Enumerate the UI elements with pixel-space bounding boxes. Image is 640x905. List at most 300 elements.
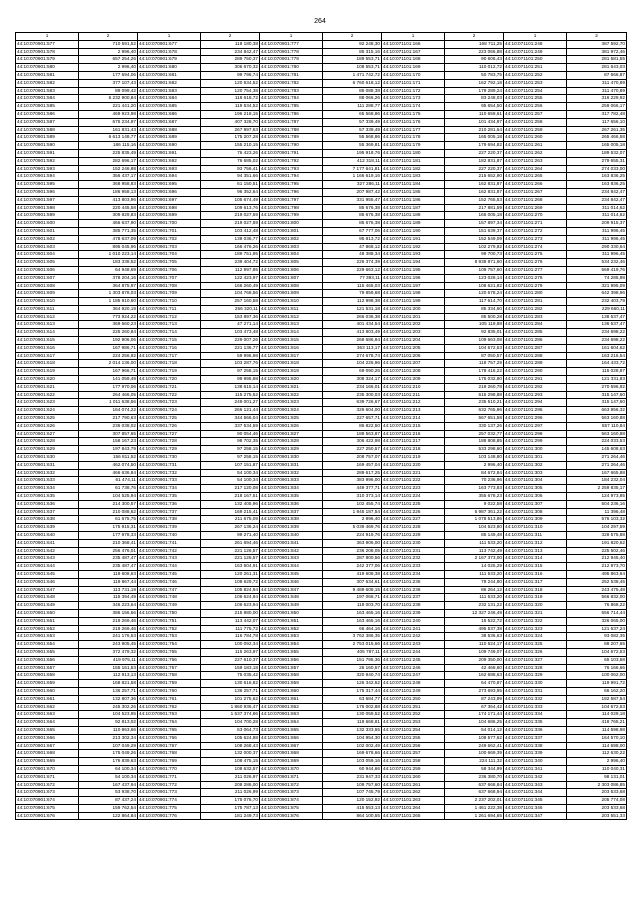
cadastral-number-cell: 44:10:070901:604 [16,251,79,259]
cadastral-number-cell: 44:10:070901:739 [138,524,201,532]
cadastral-number-cell: 44:10:071101:263 [382,797,445,805]
cadastral-value-cell: 100 092,34 [201,641,260,649]
column-header: 2 [201,33,260,41]
cadastral-value-cell: 93 082,35 [567,633,627,641]
cadastral-number-cell: 44:10:070901:752 [138,625,201,633]
table-row [16,500,627,508]
cadastral-value-cell: 111 533,20 [445,570,504,578]
table-row [16,196,627,204]
cadastral-number-cell: 44:10:070901:868 [260,750,323,758]
cadastral-value-cell: 163 836,25 [567,181,627,189]
table-row [16,625,627,633]
cadastral-value-cell: 87 050,57 [445,352,504,360]
cadastral-number-cell: 44:10:070901:687 [138,118,201,126]
table-row [16,48,627,56]
cadastral-value-cell: 99 700,73 [445,251,504,259]
cadastral-number-cell: 44:10:070901:641 [16,539,79,547]
cadastral-value-cell: 266 121,44 [201,407,260,415]
table-row [16,212,627,220]
cadastral-value-cell: 48 388,34 [323,251,382,259]
cadastral-number-cell: 44:10:070901:814 [260,329,323,337]
cadastral-number-cell: 44:10:070901:801 [260,227,323,235]
table-row [16,157,627,165]
cadastral-number-cell: 44:10:070901:610 [16,298,79,306]
cadastral-number-cell: 44:10:071101:266 [504,181,567,189]
cadastral-number-cell: 44:10:071101:230 [382,539,445,547]
cadastral-number-cell: 44:10:070901:757 [138,664,201,672]
table-row [16,305,627,313]
cadastral-value-cell: 98 702,35 [201,438,260,446]
cadastral-number-cell: 44:10:070901:861 [260,695,323,703]
cadastral-value-cell: 93 756,41 [201,165,260,173]
cadastral-number-cell: 44:10:071101:175 [382,110,445,118]
cadastral-number-cell: 44:10:071101:170 [382,71,445,79]
cadastral-value-cell: 208 757,07 [323,454,382,462]
cadastral-value-cell: 264 466,05 [79,391,138,399]
cadastral-number-cell: 44:10:071101:289 [504,360,567,368]
cadastral-value-cell: 9 022,58 [445,500,504,508]
cadastral-number-cell: 44:10:071101:324 [504,633,567,641]
cadastral-number-cell: 44:10:070901:766 [138,734,201,742]
cadastral-number-cell: 44:10:071101:327 [504,656,567,664]
cadastral-value-cell: 96 352,64 [201,188,260,196]
cadastral-value-cell: 47 868,12 [323,243,382,251]
cadastral-value-cell: 112 997,85 [201,266,260,274]
cadastral-value-cell: 111 533,20 [445,594,504,602]
cadastral-value-cell: 107 151,87 [201,461,260,469]
cadastral-value-cell: 257 032,77 [445,430,504,438]
cadastral-number-cell: 44:10:070901:800 [260,220,323,228]
cadastral-number-cell: 44:10:070901:790 [260,142,323,150]
cadastral-value-cell: 77 393,11 [323,274,382,282]
cadastral-number-cell: 44:10:070901:668 [16,750,79,758]
cadastral-value-cell: 111 288,77 [323,103,382,111]
cadastral-value-cell: 181 249,73 [201,812,260,820]
cadastral-number-cell: 44:10:071101:297 [504,422,567,430]
cadastral-value-cell: 164 433,72 [567,360,627,368]
cadastral-number-cell: 44:10:070901:818 [260,360,323,368]
cadastral-value-cell: 2 996,40 [567,758,627,766]
cadastral-value-cell: 229 660,11 [567,305,627,313]
cadastral-value-cell: 387 592,70 [567,40,627,48]
cadastral-value-cell: 368 958,83 [79,181,138,189]
cadastral-number-cell: 44:10:070901:682 [138,79,201,87]
cadastral-value-cell: 90 054,46 [201,430,260,438]
cadastral-number-cell: 44:10:071101:187 [382,204,445,212]
cadastral-value-cell: 273 693,95 [445,687,504,695]
cadastral-value-cell: 67 364,42 [445,703,504,711]
cadastral-value-cell: 153 897,36 [201,313,260,321]
cadastral-number-cell: 44:10:071101:198 [382,290,445,298]
cadastral-number-cell: 44:10:071101:196 [382,274,445,282]
cadastral-value-cell: 111 775,72 [201,625,260,633]
table-row [16,446,627,454]
cadastral-value-cell: 315 147,60 [567,391,627,399]
cadastral-number-cell: 44:10:070901:782 [260,79,323,87]
cadastral-number-cell: 44:10:071101:231 [382,547,445,555]
cadastral-number-cell: 44:10:071101:287 [504,344,567,352]
cadastral-number-cell: 44:10:071101:321 [504,609,567,617]
cadastral-value-cell: 108 268,43 [201,742,260,750]
cadastral-number-cell: 44:10:071101:305 [504,485,567,493]
cadastral-value-cell: 224 111,32 [445,758,504,766]
table-row [16,477,627,485]
cadastral-value-cell: 309 829,83 [79,212,138,220]
cadastral-number-cell: 44:10:070901:856 [260,656,323,664]
cadastral-number-cell: 44:10:070901:838 [260,516,323,524]
cadastral-value-cell: 83 248,03 [445,95,504,103]
cadastral-number-cell: 44:10:070901:707 [138,274,201,282]
cadastral-number-cell: 44:10:070901:635 [16,493,79,501]
cadastral-value-cell: 113 742,49 [445,547,504,555]
cadastral-number-cell: 44:10:070901:584 [16,95,79,103]
cadastral-value-cell: 307 634,61 [323,578,382,586]
cadastral-number-cell: 44:10:071101:169 [382,64,445,72]
cadastral-value-cell: 179 289,24 [445,87,504,95]
cadastral-number-cell: 44:10:070901:802 [260,235,323,243]
cadastral-value-cell: 104 954,30 [323,734,382,742]
cadastral-number-cell: 44:10:071101:317 [504,578,567,586]
cadastral-value-cell: 104 672,53 [445,344,504,352]
cadastral-number-cell: 44:10:070901:597 [16,196,79,204]
cadastral-number-cell: 44:10:070901:718 [138,360,201,368]
table-row [16,609,627,617]
cadastral-number-cell: 44:10:070901:738 [138,516,201,524]
cadastral-value-cell: 175 787,13 [201,804,260,812]
cadastral-number-cell: 44:10:070901:836 [260,500,323,508]
cadastral-value-cell: 267 136,24 [201,524,260,532]
cadastral-number-cell: 44:10:070901:577 [16,40,79,48]
table-row [16,563,627,571]
table-row [16,719,627,727]
cadastral-number-cell: 44:10:071101:234 [382,570,445,578]
cadastral-number-cell: 44:10:071101:285 [504,329,567,337]
cadastral-value-cell: 104 700,28 [201,719,260,727]
cadastral-number-cell: 44:10:071101:336 [504,726,567,734]
cadastral-value-cell: 65 568,86 [323,110,382,118]
cadastral-number-cell: 44:10:071101:292 [504,383,567,391]
cadastral-value-cell: 271 264,46 [567,461,627,469]
cadastral-number-cell: 44:10:071101:339 [504,750,567,758]
cadastral-number-cell: 44:10:071101:258 [382,758,445,766]
cadastral-value-cell: 270 596,92 [567,383,627,391]
cadastral-number-cell: 44:10:070901:850 [260,609,323,617]
cadastral-number-cell: 44:10:070901:866 [260,734,323,742]
table-row [16,493,627,501]
cadastral-number-cell: 44:10:070901:821 [260,383,323,391]
cadastral-value-cell: 337 534,59 [201,422,260,430]
table-row [16,220,627,228]
cadastral-number-cell: 44:10:071101:284 [504,321,567,329]
table-row [16,711,627,719]
cadastral-number-cell: 44:10:070901:714 [138,329,201,337]
cadastral-number-cell: 44:10:070901:771 [138,773,201,781]
cadastral-number-cell: 44:10:070901:607 [16,274,79,282]
cadastral-number-cell: 44:10:071101:241 [382,625,445,633]
cadastral-number-cell: 44:10:070901:831 [260,461,323,469]
cadastral-value-cell: 2 167 373,00 [445,555,504,563]
cadastral-value-cell: 110 040,31 [567,765,627,773]
cadastral-value-cell: 5 987 361,22 [445,508,504,516]
table-row [16,142,627,150]
cadastral-number-cell: 44:10:070901:723 [138,399,201,407]
cadastral-number-cell: 44:10:070901:726 [138,422,201,430]
cadastral-number-cell: 44:10:070901:689 [138,134,201,142]
cadastral-number-cell: 44:10:071101:227 [382,516,445,524]
cadastral-number-cell: 44:10:071101:203 [382,329,445,337]
table-row [16,352,627,360]
cadastral-value-cell: 87 437,24 [79,797,138,805]
cadastral-value-cell: 86 822,50 [323,422,382,430]
table-row [16,641,627,649]
cadastral-value-cell: 266 036,38 [323,313,382,321]
cadastral-value-cell: 221 136,77 [201,344,260,352]
cadastral-number-cell: 44:10:070901:848 [260,594,323,602]
cadastral-number-cell: 44:10:071101:273 [504,235,567,243]
cadastral-value-cell: 98 131,01 [567,773,627,781]
cadastral-number-cell: 44:10:071101:216 [382,430,445,438]
cadastral-value-cell: 155 161,53 [79,664,138,672]
cadastral-number-cell: 44:10:070901:742 [138,547,201,555]
cadastral-value-cell: 195 918,76 [323,149,382,157]
cadastral-number-cell: 44:10:070901:647 [16,586,79,594]
cadastral-number-cell: 44:10:071101:252 [504,71,567,79]
cadastral-value-cell: 186 958,13 [79,188,138,196]
cadastral-value-cell: 328 575,88 [567,532,627,540]
cadastral-value-cell: 7 177 641,81 [323,165,382,173]
cadastral-number-cell: 44:10:070901:811 [260,305,323,313]
cadastral-number-cell: 44:10:071101:240 [382,617,445,625]
cadastral-value-cell: 369 560,23 [79,321,138,329]
cadastral-number-cell: 44:10:071101:210 [382,383,445,391]
cadastral-number-cell: 44:10:070901:841 [260,539,323,547]
table-row [16,391,627,399]
cadastral-number-cell: 44:10:070901:862 [260,703,323,711]
cadastral-value-cell: 138 036,77 [201,235,260,243]
cadastral-number-cell: 44:10:070901:845 [260,570,323,578]
cadastral-value-cell: 642 398,96 [567,290,627,298]
table-row [16,321,627,329]
cadastral-value-cell: 105 119,88 [445,321,504,329]
cadastral-number-cell: 44:10:071101:167 [382,48,445,56]
cadastral-number-cell: 44:10:070901:667 [16,742,79,750]
cadastral-number-cell: 44:10:070901:820 [260,376,323,384]
cadastral-value-cell: 115 465,03 [323,282,382,290]
cadastral-number-cell: 44:10:071101:268 [504,196,567,204]
cadastral-value-cell: 311 470,89 [567,87,627,95]
cadastral-value-cell: 234 698,22 [567,337,627,345]
cadastral-number-cell: 44:10:070901:809 [260,290,323,298]
cadastral-number-cell: 44:10:071101:344 [504,789,567,797]
cadastral-value-cell: 161 831,43 [79,126,138,134]
cadastral-number-cell: 44:10:070901:750 [138,609,201,617]
cadastral-number-cell: 44:10:070901:754 [138,641,201,649]
cadastral-number-cell: 44:10:070901:625 [16,415,79,423]
cadastral-value-cell: 136 257,71 [201,687,260,695]
cadastral-number-cell: 44:10:070901:852 [260,625,323,633]
cadastral-number-cell: 44:10:070901:631 [16,461,79,469]
table-row [16,298,627,306]
cadastral-value-cell: 236 208,05 [323,547,382,555]
table-row [16,664,627,672]
cadastral-number-cell: 44:10:070901:614 [16,329,79,337]
cadastral-number-cell: 44:10:070901:695 [138,181,201,189]
cadastral-value-cell: 234 166,01 [323,383,382,391]
cadastral-number-cell: 44:10:070901:721 [138,383,201,391]
cadastral-value-cell: 279 655,31 [567,157,627,165]
table-row [16,750,627,758]
cadastral-value-cell: 63 684,77 [323,695,382,703]
cadastral-value-cell: 1 945 187,54 [323,508,382,516]
cadastral-number-cell: 44:10:071101:228 [382,524,445,532]
cadastral-number-cell: 44:10:070901:720 [138,376,201,384]
cadastral-number-cell: 44:10:071101:346 [504,804,567,812]
cadastral-value-cell: 1 471 742,72 [323,71,382,79]
table-row [16,329,627,337]
cadastral-number-cell: 44:10:070901:826 [260,422,323,430]
cadastral-value-cell: 163 773,83 [445,485,504,493]
cadastral-number-cell: 44:10:070901:794 [260,173,323,181]
cadastral-number-cell: 44:10:071101:181 [382,157,445,165]
cadastral-value-cell: 241 176,53 [79,633,138,641]
cadastral-value-cell: 227 610,37 [201,656,260,664]
cadastral-number-cell: 44:10:071101:286 [504,337,567,345]
cadastral-number-cell: 44:10:070901:755 [138,648,201,656]
cadastral-value-cell: 326 065,00 [567,617,627,625]
cadastral-number-cell: 44:10:070901:786 [260,110,323,118]
cadastral-number-cell: 44:10:070901:599 [16,212,79,220]
cadastral-number-cell: 44:10:070901:834 [260,485,323,493]
cadastral-value-cell: 117 656,10 [567,118,627,126]
cadastral-value-cell: 310 373,14 [323,493,382,501]
cadastral-number-cell: 44:10:070901:626 [16,422,79,430]
cadastral-value-cell: 109 749,07 [445,648,504,656]
table-row [16,251,627,259]
cadastral-number-cell: 44:10:071101:341 [504,765,567,773]
cadastral-value-cell: 130 059,52 [323,711,382,719]
cadastral-number-cell: 44:10:070901:792 [260,157,323,165]
cadastral-number-cell: 44:10:071101:304 [504,477,567,485]
cadastral-number-cell: 44:10:071101:323 [504,625,567,633]
cadastral-value-cell: 115 028,87 [567,368,627,376]
cadastral-value-cell: 119 608,63 [79,570,138,578]
cadastral-number-cell: 44:10:071101:191 [382,235,445,243]
table-row [16,454,627,462]
cadastral-value-cell: 235 487,47 [79,555,138,563]
cadastral-value-cell: 895 045,96 [79,243,138,251]
cadastral-number-cell: 44:10:070901:586 [16,110,79,118]
cadastral-number-cell: 44:10:071101:262 [504,149,567,157]
cadastral-value-cell: 203 551,33 [567,812,627,820]
cadastral-number-cell: 44:10:071101:205 [382,344,445,352]
cadastral-value-cell: 224 033,53 [567,438,627,446]
cadastral-value-cell: 221 126,57 [201,547,260,555]
cadastral-number-cell: 44:10:071101:224 [382,493,445,501]
cadastral-value-cell: 76 868,22 [567,602,627,610]
cadastral-number-cell: 44:10:070901:692 [138,157,201,165]
cadastral-number-cell: 44:10:070901:674 [16,797,79,805]
cadastral-value-cell: 106 623,94 [201,602,260,610]
cadastral-number-cell: 44:10:071101:193 [382,251,445,259]
cadastral-value-cell: 386 156,66 [79,609,138,617]
cadastral-value-cell: 64 100,34 [79,765,138,773]
cadastral-number-cell: 44:10:071101:314 [504,555,567,563]
cadastral-number-cell: 44:10:070901:774 [138,797,201,805]
cadastral-value-cell: 242 377,06 [323,563,382,571]
cadastral-number-cell: 44:10:070901:666 [16,734,79,742]
cadastral-value-cell: 257 160,58 [201,298,260,306]
cadastral-value-cell: 109 663,08 [445,337,504,345]
cadastral-number-cell: 44:10:070901:693 [138,165,201,173]
cadastral-number-cell: 44:10:071101:257 [382,750,445,758]
table-row [16,680,627,688]
cadastral-value-cell: 363 906,00 [323,539,382,547]
cadastral-number-cell: 44:10:070901:705 [138,259,201,267]
cadastral-value-cell: 121 537,24 [567,625,627,633]
cadastral-value-cell: 217 120,08 [201,485,260,493]
cadastral-number-cell: 44:10:071101:194 [382,259,445,267]
cadastral-number-cell: 44:10:071101:173 [382,95,445,103]
cadastral-number-cell: 44:10:070901:777 [260,40,323,48]
cadastral-number-cell: 44:10:071101:257 [504,110,567,118]
cadastral-value-cell: 212 945,40 [567,555,627,563]
cadastral-value-cell: 449 377,71 [323,485,382,493]
cadastral-number-cell: 44:10:070901:876 [260,812,323,820]
cadastral-value-cell: 167 437,94 [79,781,138,789]
cadastral-number-cell: 44:10:071101:252 [382,711,445,719]
cadastral-value-cell: 110 012,72 [445,64,504,72]
cadastral-number-cell: 44:10:070901:588 [16,126,79,134]
cadastral-value-cell: 55 369,81 [323,142,382,150]
cadastral-value-cell: 61 474,11 [79,477,138,485]
cadastral-number-cell: 44:10:070901:580 [16,64,79,72]
cadastral-value-cell: 235 510,21 [445,399,504,407]
cadastral-value-cell: 108 629,72 [201,578,260,586]
cadastral-number-cell: 44:10:071101:184 [382,181,445,189]
cadastral-number-cell: 44:10:070901:853 [260,633,323,641]
cadastral-value-cell: 76 166,66 [567,664,627,672]
cadastral-number-cell: 44:10:071101:262 [382,789,445,797]
cadastral-number-cell: 44:10:070901:772 [138,781,201,789]
cadastral-number-cell: 44:10:071101:212 [382,399,445,407]
table-row [16,71,627,79]
cadastral-value-cell: 120 678,24 [445,290,504,298]
cadastral-number-cell: 44:10:070901:688 [138,126,201,134]
cadastral-value-cell: 327 286,11 [323,181,382,189]
cadastral-number-cell: 44:10:070901:665 [16,726,79,734]
table-row [16,695,627,703]
cadastral-value-cell: 2 753 015,66 [323,641,382,649]
cadastral-number-cell: 44:10:070901:776 [138,812,201,820]
cadastral-value-cell: 112 998,38 [323,298,382,306]
table-row [16,56,627,64]
cadastral-value-cell: 227 220,37 [445,149,504,157]
cadastral-number-cell: 44:10:071101:299 [504,438,567,446]
cadastral-value-cell: 88 207,65 [567,641,627,649]
cadastral-number-cell: 44:10:070901:634 [16,485,79,493]
cadastral-value-cell: 221 126,57 [201,555,260,563]
cadastral-value-cell: 167 966,71 [79,368,138,376]
cadastral-number-cell: 44:10:070901:675 [16,804,79,812]
cadastral-value-cell: 167 665,88 [567,469,627,477]
cadastral-number-cell: 44:10:070901:703 [138,243,201,251]
cadastral-value-cell: 2 259 835,17 [567,485,627,493]
cadastral-value-cell: 167 986,71 [79,344,138,352]
cadastral-number-cell: 44:10:071101:237 [382,594,445,602]
column-header: 2 [567,33,627,41]
cadastral-value-cell: 419 975,11 [79,656,138,664]
cadastral-value-cell: 58 344,99 [445,765,504,773]
